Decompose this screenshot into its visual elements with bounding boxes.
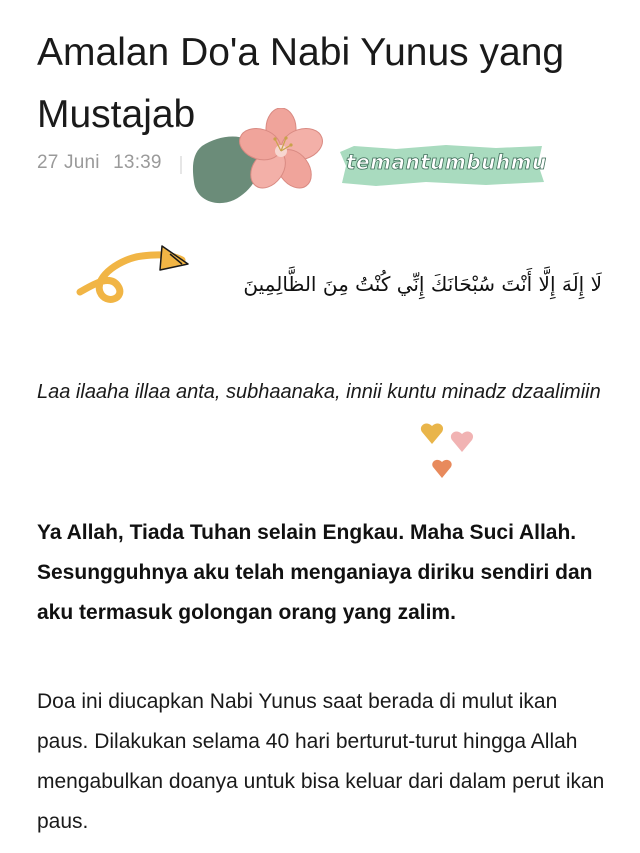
- sticker-brand-text: temantumbuhmu: [346, 150, 547, 174]
- prayer-meaning: Ya Allah, Tiada Tuhan selain Engkau. Maha Suci Allah. Sesungguhnya aku telah menganiaya diriku sendiri dan aku termasuk golongan orang yang zalim.: [37, 521, 593, 624]
- transliteration-text: Laa ilaaha illaa anta, subhaanaka, innii kuntu minadz dzaalimiin: [37, 381, 601, 403]
- post-meta: [37, 152, 162, 174]
- post-time: 13:39: [113, 152, 162, 173]
- post-date: 27 Juni: [37, 152, 100, 173]
- arabic-prayer: لَا إِلَهَ إِلَّا أَنْتَ سُبْحَانَكَ إِنِّي كُنْتُ مِنَ الظَّالِمِينَ: [243, 272, 602, 296]
- article-title: Amalan Do'a Nabi Yunus yang Mustajab: [37, 31, 565, 136]
- meta-divider: [180, 156, 182, 174]
- flower-sticker-icon: [238, 108, 324, 194]
- hearts-icon: [416, 420, 486, 490]
- prayer-description: Doa ini diucapkan Nabi Yunus saat berada di mulut ikan paus. Dilakukan selama 40 hari berturut-turut hingga Allah mengabulkan doanya untuk bisa keluar dari dalam perut ikan paus.: [37, 690, 605, 833]
- curly-arrow-icon: [70, 240, 200, 310]
